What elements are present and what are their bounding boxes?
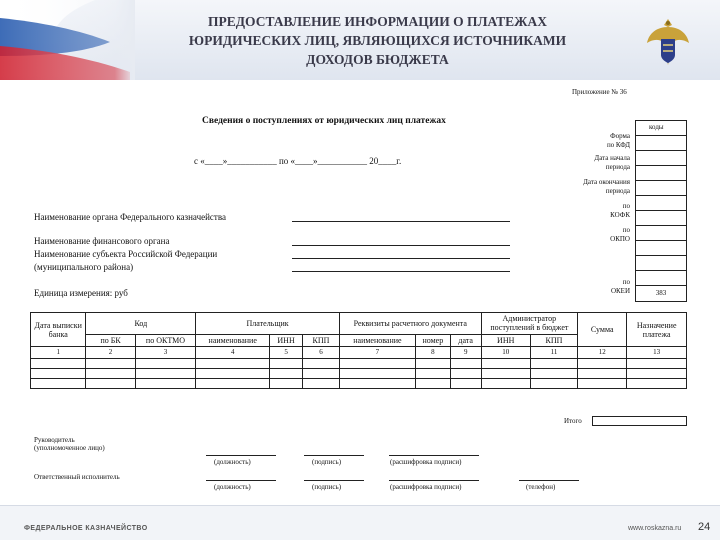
- code-date-end: [636, 151, 686, 166]
- col-payer: Плательщик: [196, 313, 340, 335]
- column-number-3: 3: [135, 347, 196, 359]
- appendix-label: Приложение № 36: [572, 88, 627, 96]
- code-spacer-6: [636, 271, 686, 286]
- col-date: Дата выписки банка: [31, 313, 86, 347]
- responsible-label: Ответственный исполнитель: [34, 473, 120, 481]
- code-spacer-4: [636, 241, 686, 256]
- col-payer-kpp: КПП: [303, 334, 340, 346]
- codes-label: коды: [649, 123, 664, 131]
- col-requisites: Реквизиты расчетного документа: [339, 313, 481, 335]
- col-oktmo: по ОКТМО: [135, 334, 196, 346]
- slide-header: [0, 0, 720, 80]
- table-row: [31, 359, 687, 369]
- head-signature-label: Руководитель (уполномоченное лицо): [34, 436, 105, 452]
- code-okud: [636, 121, 686, 136]
- code-spacer-5: [636, 256, 686, 271]
- total-box: [592, 416, 687, 426]
- column-number-1: 1: [31, 347, 86, 359]
- date-end-label: Дата окончания периода: [583, 178, 630, 195]
- resp-signature-line: [304, 480, 364, 481]
- col-sum: Сумма: [578, 313, 627, 347]
- head-position-line: [206, 455, 276, 456]
- column-number-10: 10: [481, 347, 530, 359]
- codes-column: [635, 120, 687, 302]
- head-caption-name: (расшифровка подписи): [390, 458, 462, 466]
- col-doc-name: наименование: [339, 334, 415, 346]
- fk-organ-line: [292, 221, 510, 222]
- column-number-11: 11: [530, 347, 577, 359]
- col-admin: Администратор поступлений в бюджет: [481, 313, 577, 335]
- treasury-emblem-icon: [643, 15, 693, 71]
- total-row: [564, 416, 687, 426]
- municipal-label: (муниципального района): [34, 262, 134, 272]
- head-caption-signature: (подпись): [312, 458, 342, 466]
- head-signature-line: [304, 455, 364, 456]
- code-date-start: [636, 136, 686, 151]
- col-admin-kpp: КПП: [530, 334, 577, 346]
- fk-organ-label: Наименование органа Федерального казначейства: [34, 212, 226, 222]
- resp-caption-signature: (подпись): [312, 483, 342, 491]
- fin-organ-line: [292, 245, 510, 246]
- table-row: [31, 379, 687, 389]
- column-number-5: 5: [270, 347, 303, 359]
- date-start-label: Дата начала периода: [594, 154, 630, 171]
- col-bk: по БК: [86, 334, 135, 346]
- title-line-1: ПРЕДОСТАВЛЕНИЕ ИНФОРМАЦИИ О ПЛАТЕЖАХ: [208, 14, 547, 29]
- payments-table: [30, 312, 687, 389]
- footer-org: ФЕДЕРАЛЬНОЕ КАЗНАЧЕЙСТВО: [24, 525, 148, 532]
- table-row: [31, 369, 687, 379]
- form-heading: Сведения о поступлениях от юридических лиц платежах: [202, 116, 446, 126]
- column-number-6: 6: [303, 347, 340, 359]
- unit-label: Единица измерения: руб: [34, 288, 128, 298]
- code-spacer-3: [636, 226, 686, 241]
- column-number-2: 2: [86, 347, 135, 359]
- title-line-3: ДОХОДОВ БЮДЖЕТА: [306, 52, 449, 67]
- col-payer-name: наименование: [196, 334, 270, 346]
- municipal-line: [292, 271, 510, 272]
- code-spacer-1: [636, 166, 686, 181]
- kofk-label: по КОФК: [610, 202, 630, 219]
- resp-caption-name: (расшифровка подписи): [390, 483, 462, 491]
- col-code: Код: [86, 313, 196, 335]
- code-okei: 383: [655, 289, 667, 297]
- column-number-13: 13: [627, 347, 687, 359]
- resp-name-line: [389, 480, 479, 481]
- slide-footer: [0, 505, 720, 540]
- period-line: с «____»___________ по «____»___________ 20____г.: [194, 156, 402, 166]
- resp-caption-phone: (телефон): [526, 483, 556, 491]
- column-number-8: 8: [415, 347, 450, 359]
- col-admin-inn: ИНН: [481, 334, 530, 346]
- okei-label: по ОКЕИ: [610, 278, 630, 295]
- fin-organ-label: Наименование финансового органа: [34, 236, 170, 246]
- footer-site-link[interactable]: www.roskazna.ru: [628, 525, 682, 532]
- subject-line: [292, 258, 510, 259]
- slide-title: [130, 12, 625, 69]
- resp-position-line: [206, 480, 276, 481]
- column-number-7: 7: [339, 347, 415, 359]
- col-payer-inn: ИНН: [270, 334, 303, 346]
- okud-label: Форма по КФД: [606, 132, 630, 149]
- total-label: Итого: [564, 417, 582, 425]
- russian-flag-wave: [0, 0, 135, 80]
- code-okpo: [636, 211, 686, 226]
- column-number-12: 12: [578, 347, 627, 359]
- col-purpose: Назначение платежа: [627, 313, 687, 347]
- head-caption-position: (должность): [214, 458, 251, 466]
- column-number-9: 9: [450, 347, 481, 359]
- title-line-2: ЮРИДИЧЕСКИХ ЛИЦ, ЯВЛЯЮЩИХСЯ ИСТОЧНИКАМИ: [188, 33, 567, 48]
- table-header-row: [31, 313, 687, 335]
- okpo-label: по ОКПО: [610, 226, 630, 243]
- code-kofk: [636, 181, 686, 196]
- col-doc-number: номер: [415, 334, 450, 346]
- page-number: 24: [698, 521, 711, 533]
- form-document: [24, 84, 696, 500]
- column-number-4: 4: [196, 347, 270, 359]
- subject-label: Наименование субъекта Российской Федерации: [34, 249, 218, 259]
- column-numbers-row: [31, 347, 687, 359]
- head-name-line: [389, 455, 479, 456]
- resp-phone-line: [519, 480, 579, 481]
- resp-caption-position: (должность): [214, 483, 251, 491]
- col-doc-date: дата: [450, 334, 481, 346]
- code-spacer-2: [636, 196, 686, 211]
